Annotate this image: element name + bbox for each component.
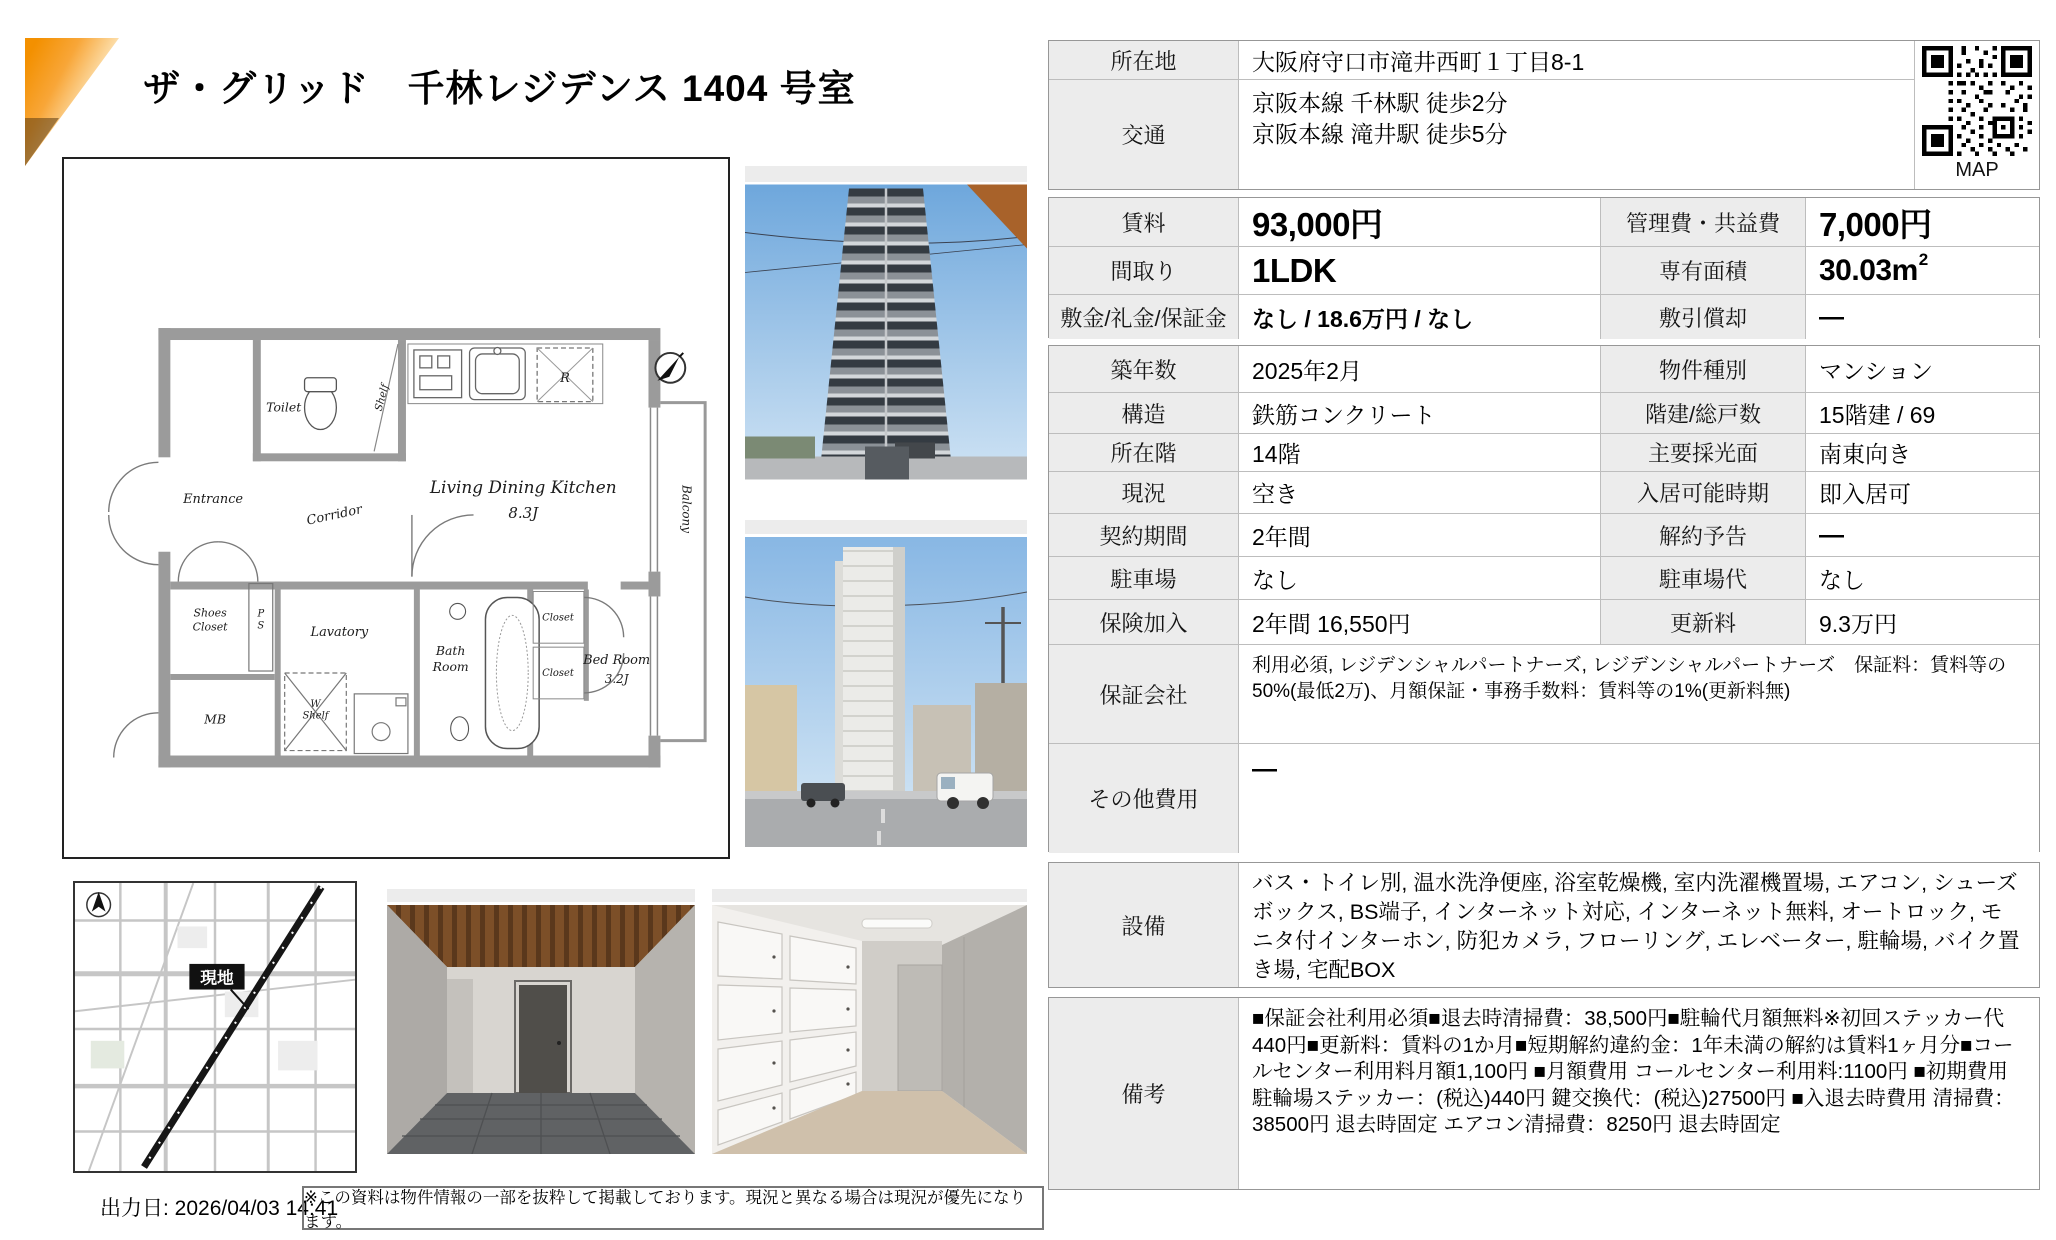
room-label-ps-1: P [257,608,265,620]
table-row [1049,392,2039,433]
insurance-label: 保険加入 [1049,600,1239,644]
room-label-closet-b: Closet [542,667,574,679]
table-section-notes [1048,997,2040,1190]
table-section-details [1048,345,2040,852]
room-label-mb: MB [204,711,227,727]
floor-plan [62,157,730,859]
shikibiki-value: ― [1806,295,2039,339]
room-label-toilet: Toilet [266,399,302,415]
table-row [1049,743,2039,853]
contract-label: 契約期間 [1049,514,1239,556]
interior-photo-corridor [387,905,695,1154]
area-number: 30.03m [1819,253,1918,287]
disclaimer-note: ※この資料は物件情報の一部を抜粋して掲載しております。現況と異なる場合は現況が優先になります。 [302,1186,1044,1230]
insurance-value: 2年間 16,550円 [1239,600,1601,644]
floor-label: 所在階 [1049,434,1239,471]
table-row [1049,346,2039,392]
print-date: 出力日: 2026/04/03 14:41 [100,1197,339,1220]
area-superscript: 2 [1918,249,1929,269]
room-label-ldk-size: 8.3J [508,503,539,522]
layout-label: 間取り [1049,247,1239,294]
table-row [1049,644,2039,743]
facing-value: 南東向き [1806,434,2039,471]
rent-label: 賃料 [1049,198,1239,246]
location-label: 所在地 [1049,41,1239,79]
shikibiki-label: 敷引償却 [1601,295,1806,339]
room-label-shelf: Shelf [372,382,392,413]
room-label-fridge: R [560,370,570,386]
compass-icon [655,353,685,383]
photo-strip-mid [745,520,1027,534]
floor-value: 14階 [1239,434,1601,471]
building-photo-1 [745,184,1027,480]
map-compass-icon [87,892,111,917]
room-label-lavatory: Lavatory [310,625,369,641]
fee-label: 管理費・共益費 [1601,198,1806,246]
qr-caption: MAP [1955,159,1999,181]
built-label: 築年数 [1049,346,1239,392]
floor-plan-drawing [64,159,728,857]
structure-value: 鉄筋コンクリート [1239,393,1601,433]
deposit-label: 敷金/礼金/保証金 [1049,295,1239,339]
table-section-location [1048,40,2040,190]
room-label-bath-1: Bath [435,643,466,659]
table-row [1049,198,2039,246]
contract-value: 2年間 [1239,514,1601,556]
parking-value: なし [1239,557,1601,599]
room-label-shoes-1: Shoes [193,606,227,620]
room-label-ps-2: S [257,620,265,632]
equipment-label: 設備 [1049,863,1239,987]
layout-value: 1LDK [1239,247,1601,294]
room-label-entrance: Entrance [183,492,244,508]
access-value [1239,80,1914,189]
photo-strip-top [745,166,1027,182]
site-marker-label: 現地 [200,968,234,988]
room-label-corridor: Corridor [305,502,364,529]
room-label-bedroom: Bed Room [583,653,651,669]
access-line-2: 京阪本線 滝井駅 徒歩5分 [1252,121,1508,147]
room-label-bedroom-size: 3.2J [604,671,629,686]
movein-label: 入居可能時期 [1601,472,1806,513]
status-value: 空き [1239,472,1601,513]
other-fees-label: その他費用 [1049,744,1239,853]
photo-strip-locker [712,889,1027,902]
renewal-value: 9.3万円 [1806,600,2039,644]
room-label-balcony: Balcony [679,485,694,533]
equipment-value: バス・トイレ別, 温水洗浄便座, 浴室乾燥機, 室内洗濯機置場, エアコン, シューズボックス, BS端子, インターネット対応, インターネット無料, オートロック, モニタ付インターホン, 防犯カメラ, フローリング, エレベーター, 駐輪場, バイク置き場, 宅配BOX [1252,871,2020,982]
table-section-rent [1048,197,2040,338]
other-fees-value: ― [1239,744,2039,853]
floors-value: 15階建 / 69 [1806,393,2039,433]
notes-value: ■保証会社利用必須■退去時清掃費：38,500円■駐輪代月額無料※初回ステッカー代440円■更新料：賃料の1か月■短期解約違約金：1年未満の解約は賃料1ヶ月分■コールセンター利用料月額1,100円 ■月額費用 コールセンター利用料:1100円 ■初期費用 駐輪場ステッカー：(税込)440円 鍵交換代：(税込)27500円 ■入退去時費用 清掃費：38500円 退去時固定 エアコン清掃費：8250円 退去時固定 [1252,1007,2015,1136]
table-row [1049,294,2039,339]
table-row [1049,863,2039,987]
table-row [1049,433,2039,471]
notes-label: 備考 [1049,998,1239,1189]
table-row [1049,556,2039,599]
structure-label: 構造 [1049,393,1239,433]
type-label: 物件種別 [1601,346,1806,392]
qr-code [1922,46,2032,156]
room-label-wshelf-2: Shelf [302,710,329,722]
type-value: マンション [1806,346,2039,392]
parking-label: 駐車場 [1049,557,1239,599]
room-label-closet-a: Closet [542,612,574,624]
room-label-shoes-2: Closet [192,620,228,634]
table-row [1049,471,2039,513]
photo-strip-corridor [387,889,695,902]
parking-fee-label: 駐車場代 [1601,557,1806,599]
table-row [1049,513,2039,556]
room-label-bath-2: Room [432,659,469,675]
table-row [1049,79,1914,189]
interior-photo-delivery-boxes [712,905,1027,1154]
guarantor-label: 保証会社 [1049,645,1239,743]
rent-value: 93,000円 [1239,198,1601,246]
table-row [1049,599,2039,644]
building-photo-2 [745,537,1027,847]
deposit-value: なし / 18.6万円 / なし [1239,295,1601,339]
access-line-1: 京阪本線 千林駅 徒歩2分 [1252,90,1508,116]
room-label-ldk: Living Dining Kitchen [429,477,617,498]
area-value [1806,247,2039,294]
floors-label: 階建/総戸数 [1601,393,1806,433]
notice-label: 解約予告 [1601,514,1806,556]
status-label: 現況 [1049,472,1239,513]
table-row [1049,998,2039,1189]
access-label: 交通 [1049,80,1239,189]
movein-value: 即入居可 [1806,472,2039,513]
notice-value: ― [1806,514,2039,556]
area-map [73,881,357,1173]
company-logo [25,38,119,166]
parking-fee-value: なし [1806,557,2039,599]
table-section-equipment [1048,862,2040,988]
table-row [1049,246,2039,294]
built-value: 2025年2月 [1239,346,1601,392]
facing-label: 主要採光面 [1601,434,1806,471]
qr-cell [1914,41,2039,189]
location-value: 大阪府守口市滝井西町１丁目8-1 [1239,41,1914,79]
area-label: 専有面積 [1601,247,1806,294]
balcony-rail [660,403,705,741]
guarantor-value: 利用必須, レジデンシャルパートナーズ, レジデンシャルパートナーズ 保証料：賃料等の50%(最低2万)、月額保証・事務手数料：賃料等の1%(更新料無) [1252,655,2007,702]
renewal-label: 更新料 [1601,600,1806,644]
room-label-wshelf-1: W [310,698,321,710]
fee-value: 7,000円 [1806,198,2039,246]
table-row [1049,41,1914,79]
page-title: ザ・グリッド 千林レジデンス 1404 号室 [143,68,856,109]
